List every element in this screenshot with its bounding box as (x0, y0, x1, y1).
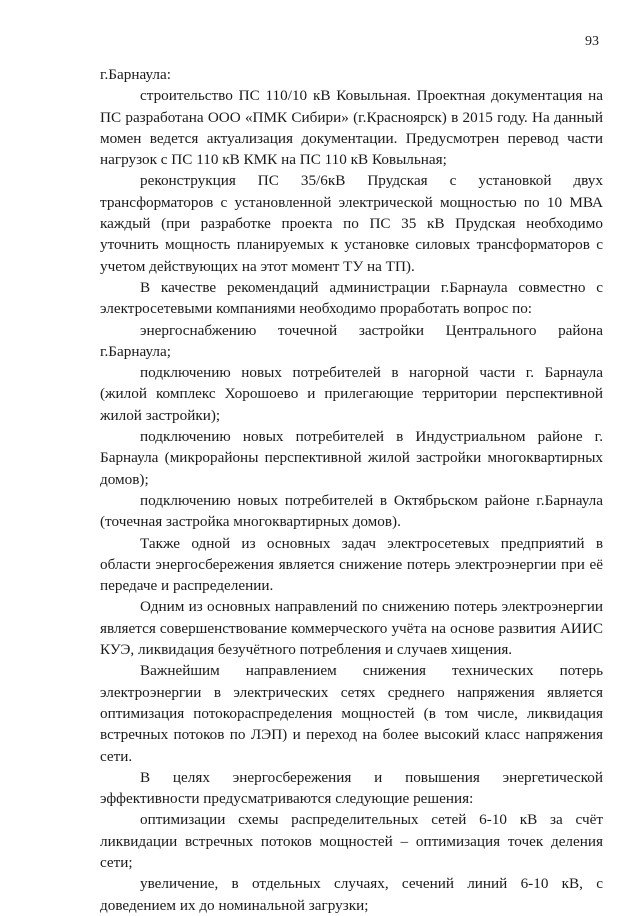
paragraph: Также одной из основных задач электросетевых предприятий в области энергосбережения является снижение потерь электроэнергии при её передаче и распределении. (100, 534, 603, 595)
paragraph: увеличение, в отдельных случаях, сечений линий 6-10 кВ, с доведением их до номинальной загрузки; (100, 875, 603, 914)
paragraph: г.Барнаула: (100, 66, 171, 83)
paragraph: В качестве рекомендаций администрации г.Барнаула совместно с электросетевыми компаниями необходимо проработать вопрос по: (100, 278, 603, 318)
paragraph: подключению новых потребителей в нагорной части г. Барнаула (жилой комплекс Хорошоево и прилегающие территории перспективной жилой застройки); (100, 364, 603, 424)
paragraph: Одним из основных направлений по снижению потерь электроэнергии является совершенствование коммерческого учёта на основе развития АИИС КУЭ, ликвидация безучётного потребления и случаев хищения. (100, 598, 603, 659)
page-number: 93 (585, 34, 599, 49)
paragraph: В целях энергосбережения и повышения энергетической эффективности предусматриваются следующие решения: (100, 768, 603, 808)
document-body (100, 64, 603, 916)
paragraph: энергоснабжению точечной застройки Центрального района г.Барнаула; (100, 321, 603, 360)
paragraph: реконструкция ПС 35/6кВ Прудская с установкой двух трансформаторов с установленной электрической мощностью по 10 МВА каждый (при разработке проекта по ПС 35 кВ Прудская необходимо уточнить мощность планируемых к установке силовых трансформаторов с учетом действующих на этот момент ТУ на ТП). (100, 172, 603, 275)
paragraph: оптимизации схемы распределительных сетей 6-10 кВ за счёт ликвидации встречных потоков мощностей – оптимизация точек деления сети; (100, 811, 603, 871)
paragraph: строительство ПС 110/10 кВ Ковыльная. Проектная документация на ПС разработана ООО «ПМК Сибири» (г.Красноярск) в 2015 году. На данный момен ведется актуализация документации. Предусмотрен перевод части нагрузок с ПС 110 кВ КМК на ПС 110 кВ Ковыльная; (100, 87, 603, 169)
paragraph: Важнейшим направлением снижения технических потерь электроэнергии в электрических сетях среднего напряжения является оптимизация потокораспределения мощностей (в том числе, ликвидация встречных потоков по ЛЭП) и переход на более высокий класс напряжения сети. (100, 662, 603, 765)
paragraph: подключению новых потребителей в Октябрьском районе г.Барнаула (точечная застройка многоквартирных домов). (100, 491, 603, 531)
paragraph: подключению новых потребителей в Индустриальном районе г. Барнаула (микрорайоны перспективной жилой застройки многоквартирных домов); (100, 428, 603, 488)
